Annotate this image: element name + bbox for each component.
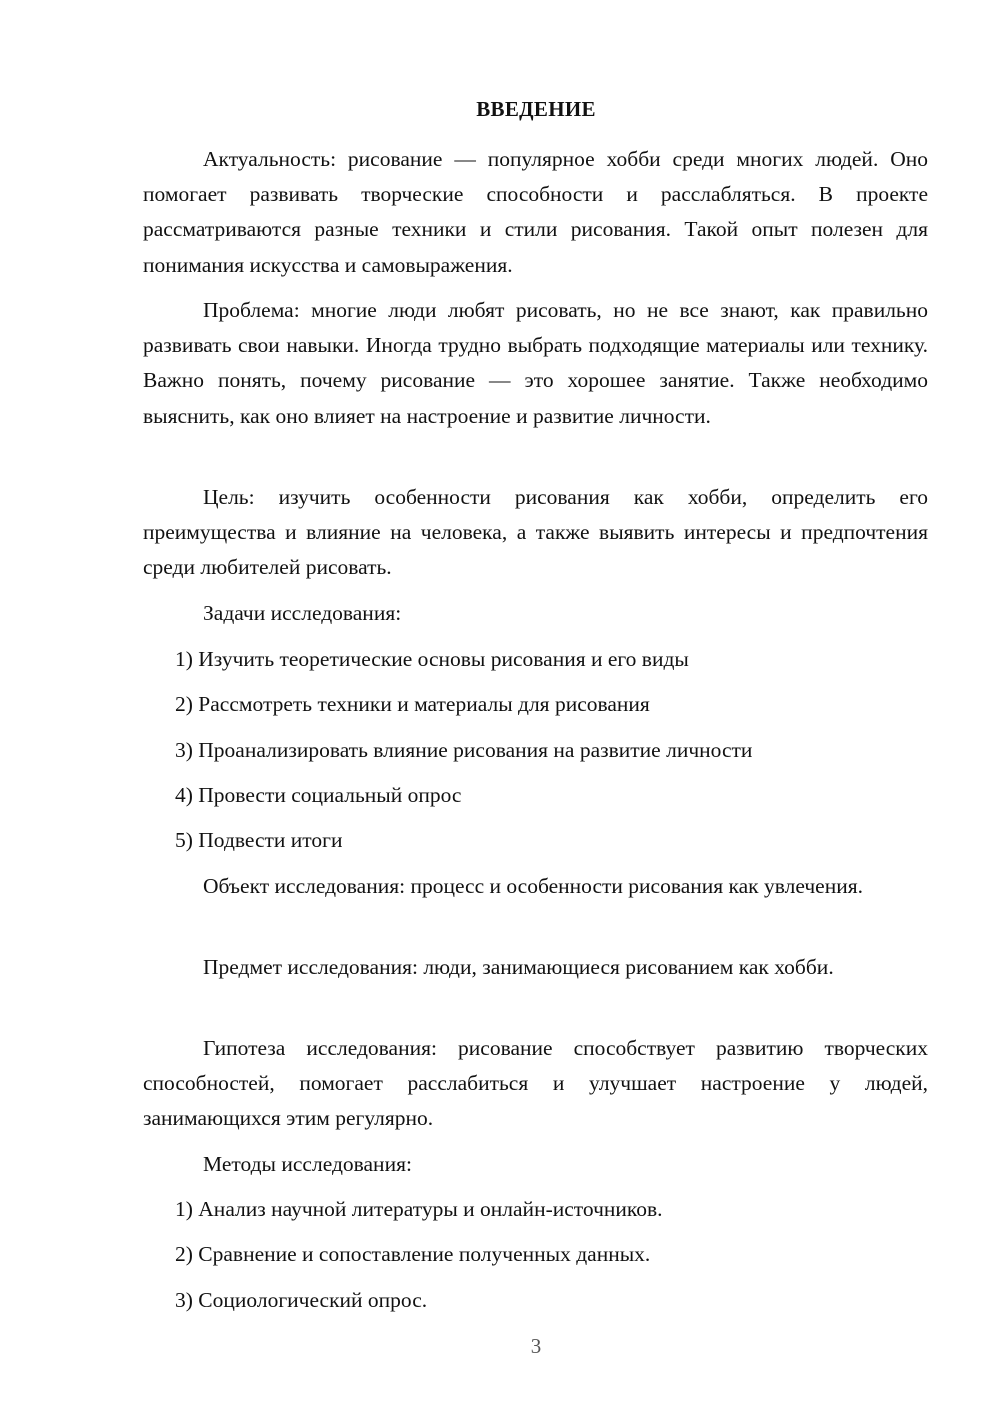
paragraph-goal: Цель: изучить особенности рисования как хобби, определить его преимущества и влияние на человека, а также выявить интересы и предпочтения среди любителей рисовать.	[143, 485, 928, 580]
list-item: 2) Рассмотреть техники и материалы для рисования	[175, 692, 650, 716]
paragraph-object: Объект исследования: процесс и особенности рисования как увлечения.	[203, 874, 863, 898]
section-relevance	[143, 142, 928, 283]
section-tasks-heading	[143, 596, 928, 631]
task-item	[143, 687, 928, 722]
section-subject	[143, 950, 928, 985]
list-item: 1) Анализ научной литературы и онлайн-источников.	[175, 1197, 663, 1221]
list-item: 5) Подвести итоги	[175, 828, 343, 852]
list-item: 4) Провести социальный опрос	[175, 783, 462, 807]
list-item: 3) Социологический опрос.	[175, 1288, 428, 1312]
page-number: 3	[530, 1334, 542, 1358]
section-problem	[143, 293, 928, 434]
methods-heading: Методы исследования:	[203, 1152, 412, 1176]
paragraph-problem: Проблема: многие люди любят рисовать, но не все знают, как правильно развивать свои навыки. Иногда трудно выбрать подходящие материалы или технику. Важно понять, почему рисование — это хорошее занятие. Также необходимо выяснить, как оно влияет на настроение и развитие личности.	[143, 298, 928, 428]
paragraph-relevance: Актуальность: рисование — популярное хобби среди многих людей. Оно помогает развивать творческие способности и расслабляться. В проекте рассматриваются разные техники и стили рисования. Такой опыт полезен для понимания искусства и самовыражения.	[143, 147, 928, 277]
list-item: 2) Сравнение и сопоставление полученных данных.	[175, 1242, 651, 1266]
section-goal	[143, 480, 928, 586]
paragraph-hypothesis: Гипотеза исследования: рисование способствует развитию творческих способностей, помогает расслабиться и улучшает настроение у людей, занимающихся этим регулярно.	[143, 1036, 928, 1131]
task-item	[143, 642, 928, 677]
section-hypothesis	[143, 1031, 928, 1137]
page-title: ВВЕДЕНИЕ	[476, 97, 596, 121]
task-item	[143, 823, 928, 858]
list-item: 1) Изучить теоретические основы рисования и его виды	[175, 647, 689, 671]
method-item	[143, 1237, 928, 1272]
method-item	[143, 1283, 928, 1318]
task-item	[143, 733, 928, 768]
section-object	[143, 869, 928, 904]
tasks-heading: Задачи исследования:	[203, 601, 402, 625]
paragraph-subject: Предмет исследования: люди, занимающиеся рисованием как хобби.	[203, 955, 834, 979]
list-item: 3) Проанализировать влияние рисования на развитие личности	[175, 738, 753, 762]
method-item	[143, 1192, 928, 1227]
section-methods-heading	[143, 1147, 928, 1182]
task-item	[143, 778, 928, 813]
